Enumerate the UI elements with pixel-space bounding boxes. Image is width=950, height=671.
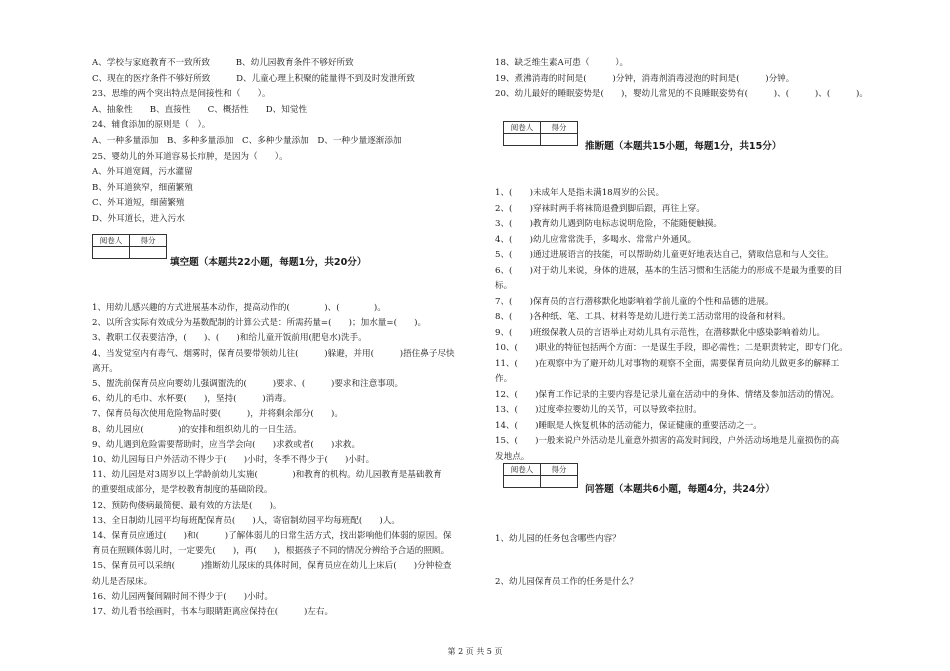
reviewer-cell xyxy=(504,476,541,488)
question-line: 7、( )保育员的言行潜移默化地影响着学前儿童的个性和品德的进展。 xyxy=(495,297,774,307)
score-label: 得分 xyxy=(541,464,578,476)
question-line: 14、( )睡眠是人恢复机体的活动能力，保证健康的重要活动之一。 xyxy=(495,421,762,431)
question-line: 10、( )职业的特征包括两个方面：一是谋生手段，即必需性；二是职责转定，即专门化。 xyxy=(495,343,848,353)
question-line: 14、保育员应通过( )和( )了解体弱儿的日常生活方式，找出影响他们体弱的原因。保 xyxy=(92,531,452,541)
question-line: B、外耳道狭窄，细菌繁殖 xyxy=(92,182,193,193)
question-line: A、外耳道宽阔，污水灌留 xyxy=(92,167,193,178)
question-line: 18、缺乏维生素A可患（ ）。 xyxy=(495,58,629,68)
qa-section-title: 问答题（本题共6小题，每题4分，共24分） xyxy=(585,484,775,495)
question-line: 2、幼儿园保育员工作的任务是什么？ xyxy=(495,577,638,587)
reviewer-cell xyxy=(93,247,130,259)
question-line: 1、幼儿园的任务包含哪些内容？ xyxy=(495,534,621,544)
question-line: 9、幼儿遇到危险需要帮助时，应当学会向( )求救或者( )求救。 xyxy=(92,439,361,450)
reviewer-label: 阅卷人 xyxy=(504,122,541,134)
question-line: 4、( )幼儿应常常洗手，多喝水、常常户外通风。 xyxy=(495,235,697,245)
question-line: 15、保育员可以采纳( )推断幼儿尿床的具体时间，保育员应在幼儿上床后( )分钟检查 xyxy=(92,561,452,572)
question-line: 19、煮沸消毒的时间是( )分钟，消毒剂消毒浸泡的时间是( )分钟。 xyxy=(495,73,795,84)
question-line: 17、幼儿看书绘画时，书本与眼睛距离应保持在( )左右。 xyxy=(92,607,334,617)
question-line: 4、当发觉室内有毒气、烟雾时，保育员要带领幼儿往( )躲避，并用( )捂住鼻子尽快 xyxy=(92,348,455,359)
score-cell xyxy=(541,476,578,488)
question-line: 作。 xyxy=(495,374,513,384)
question-line: 标。 xyxy=(495,281,513,291)
question-line: 24、辅食添加的原则是（ ）。 xyxy=(92,120,211,131)
question-line: A、学校与家庭教育不一致所致 B、幼儿园教育条件不够好所致 xyxy=(92,58,354,68)
question-line: 3、教职工仅表要洁净，( )、( )和给儿童开饭前用(肥皂水)洗手。 xyxy=(92,333,367,344)
question-line: 8、( )各种纸、笔、工具、材料等是幼儿进行美工活动常用的设备和材料。 xyxy=(495,312,791,322)
reviewer-label: 阅卷人 xyxy=(93,235,130,247)
question-line: 10、幼儿园每日户外活动不得少于( )小时，冬季不得少于( )小时。 xyxy=(92,455,375,465)
score-box-judge xyxy=(503,121,578,146)
question-line: 12、预防佝偻病最简便、最有效的方法是( )。 xyxy=(92,500,282,511)
question-line: 1、( )未成年人是指未满18周岁的公民。 xyxy=(495,188,665,198)
question-line: 23、思维的两个突出特点是间接性和（ ）。 xyxy=(92,89,271,100)
question-line: 12、( )保育工作记录的主要内容是记录儿童在活动中的身体、情绪及参加活动的情况。 xyxy=(495,390,840,400)
question-line: 2、( )穿袜时两手将袜筒退叠到脚后跟，再往上穿。 xyxy=(495,204,705,214)
question-line: 11、幼儿园是对3周岁以上学龄前幼儿实施( )和教育的机构。幼儿园教育是基础教育 xyxy=(92,470,442,481)
score-label: 得分 xyxy=(130,235,167,247)
reviewer-cell xyxy=(504,134,541,146)
question-line: 2、以所含实际有效成分为基数配制的计算公式是：所需药量=( )；加水量=( )。 xyxy=(92,318,427,329)
judge-section-title: 推断题（本题共15小题，每题1分，共15分） xyxy=(585,141,782,152)
question-line: 5、( )通过进展语言的技能，可以帮助幼儿童更好地表达自己，猜取信息和与人交往。 xyxy=(495,250,834,260)
question-line: 1、用幼儿感兴趣的方式进展基本动作，提高动作的( )、( )。 xyxy=(92,303,386,313)
reviewer-label: 阅卷人 xyxy=(504,464,541,476)
question-line: 13、( )过度牵拉婴幼儿的关节，可以导致牵拉肘。 xyxy=(495,405,702,415)
question-line: 3、( )教育幼儿遇到防电标志说明危险，不能随便触摸。 xyxy=(495,219,723,229)
page-footer: 第 2 页 共 5 页 xyxy=(447,647,503,656)
question-line: 25、婴幼儿的外耳道容易长疖肿，是因为（ ）。 xyxy=(92,151,288,162)
question-line: 16、幼儿园两餐间隔时间不得少于( )小时。 xyxy=(92,591,273,602)
question-line: 9、( )班级保教人员的言语举止对幼儿具有示范性，在潜移默化中感染影响着幼儿。 xyxy=(495,328,826,338)
question-line: 7、保育员每次使用危险物品时要( )，并将剩余部分( )。 xyxy=(92,409,343,420)
question-line: C、外耳道短，细菌繁殖 xyxy=(92,198,185,209)
question-line: 幼儿是否尿床。 xyxy=(92,576,153,587)
score-cell xyxy=(130,247,167,259)
question-line: 的重要组成部分，是学校教育制度的基础阶段。 xyxy=(92,485,273,496)
question-line: C、现在的医疗条件不够好所致 D、儿童心理上积聚的能量得不到及时发泄所致 xyxy=(92,73,415,84)
question-line: 6、( )对于幼儿来说，身体的进展，基本的生活习惯和生活能力的形成不是最为重要的目 xyxy=(495,266,843,276)
question-line: 6、幼儿的毛巾、水杯要( )，坚持( )消毒。 xyxy=(92,394,292,405)
question-line: 发地点。 xyxy=(495,452,530,462)
question-line: 20、幼儿最好的睡眠姿势是( )，婴幼儿常见的不良睡眠姿势有( )、( )、( )。 xyxy=(495,89,868,100)
fill-blank-section-title: 填空题（本题共22小题，每题1分，共20分） xyxy=(170,257,367,268)
question-line: 8、幼儿园应( )的安排和组织幼儿的一日生活。 xyxy=(92,424,302,435)
question-line: 离开。 xyxy=(92,363,118,374)
question-line: 5、盥洗前保育员应向婴幼儿强调盥洗的( )要求、( )要求和注意事项。 xyxy=(92,379,404,389)
question-line: 13、全日制幼儿园平均每班配保育员( )人，寄宿制幼园平均每班配( )人。 xyxy=(92,515,400,526)
question-line: A、抽象性 B、直接性 C、概括性 D、知觉性 xyxy=(92,104,308,115)
score-box-fill xyxy=(92,234,167,259)
score-label: 得分 xyxy=(541,122,578,134)
question-line: D、外耳道长，进入污水 xyxy=(92,214,185,224)
question-line: 11、( )在观察中为了避开幼儿对事物的观察不全面，需要保育员向幼儿做更多的解释工 xyxy=(495,359,840,369)
score-cell xyxy=(541,134,578,146)
question-line: A、一种多量添加 B、多种多量添加 C、多种少量添加 D、一种少量逐渐添加 xyxy=(92,136,402,146)
question-line: 15、( )一般来说户外活动是儿童意外损害的高发时间段，户外活动场地是儿童损伤的高 xyxy=(495,436,840,446)
score-box-qa xyxy=(503,463,578,488)
question-line: 育员在照顾体弱儿时，一定要先( )，再( )，根据孩子不同的情况分辨给予合适的照顾。 xyxy=(92,546,450,557)
